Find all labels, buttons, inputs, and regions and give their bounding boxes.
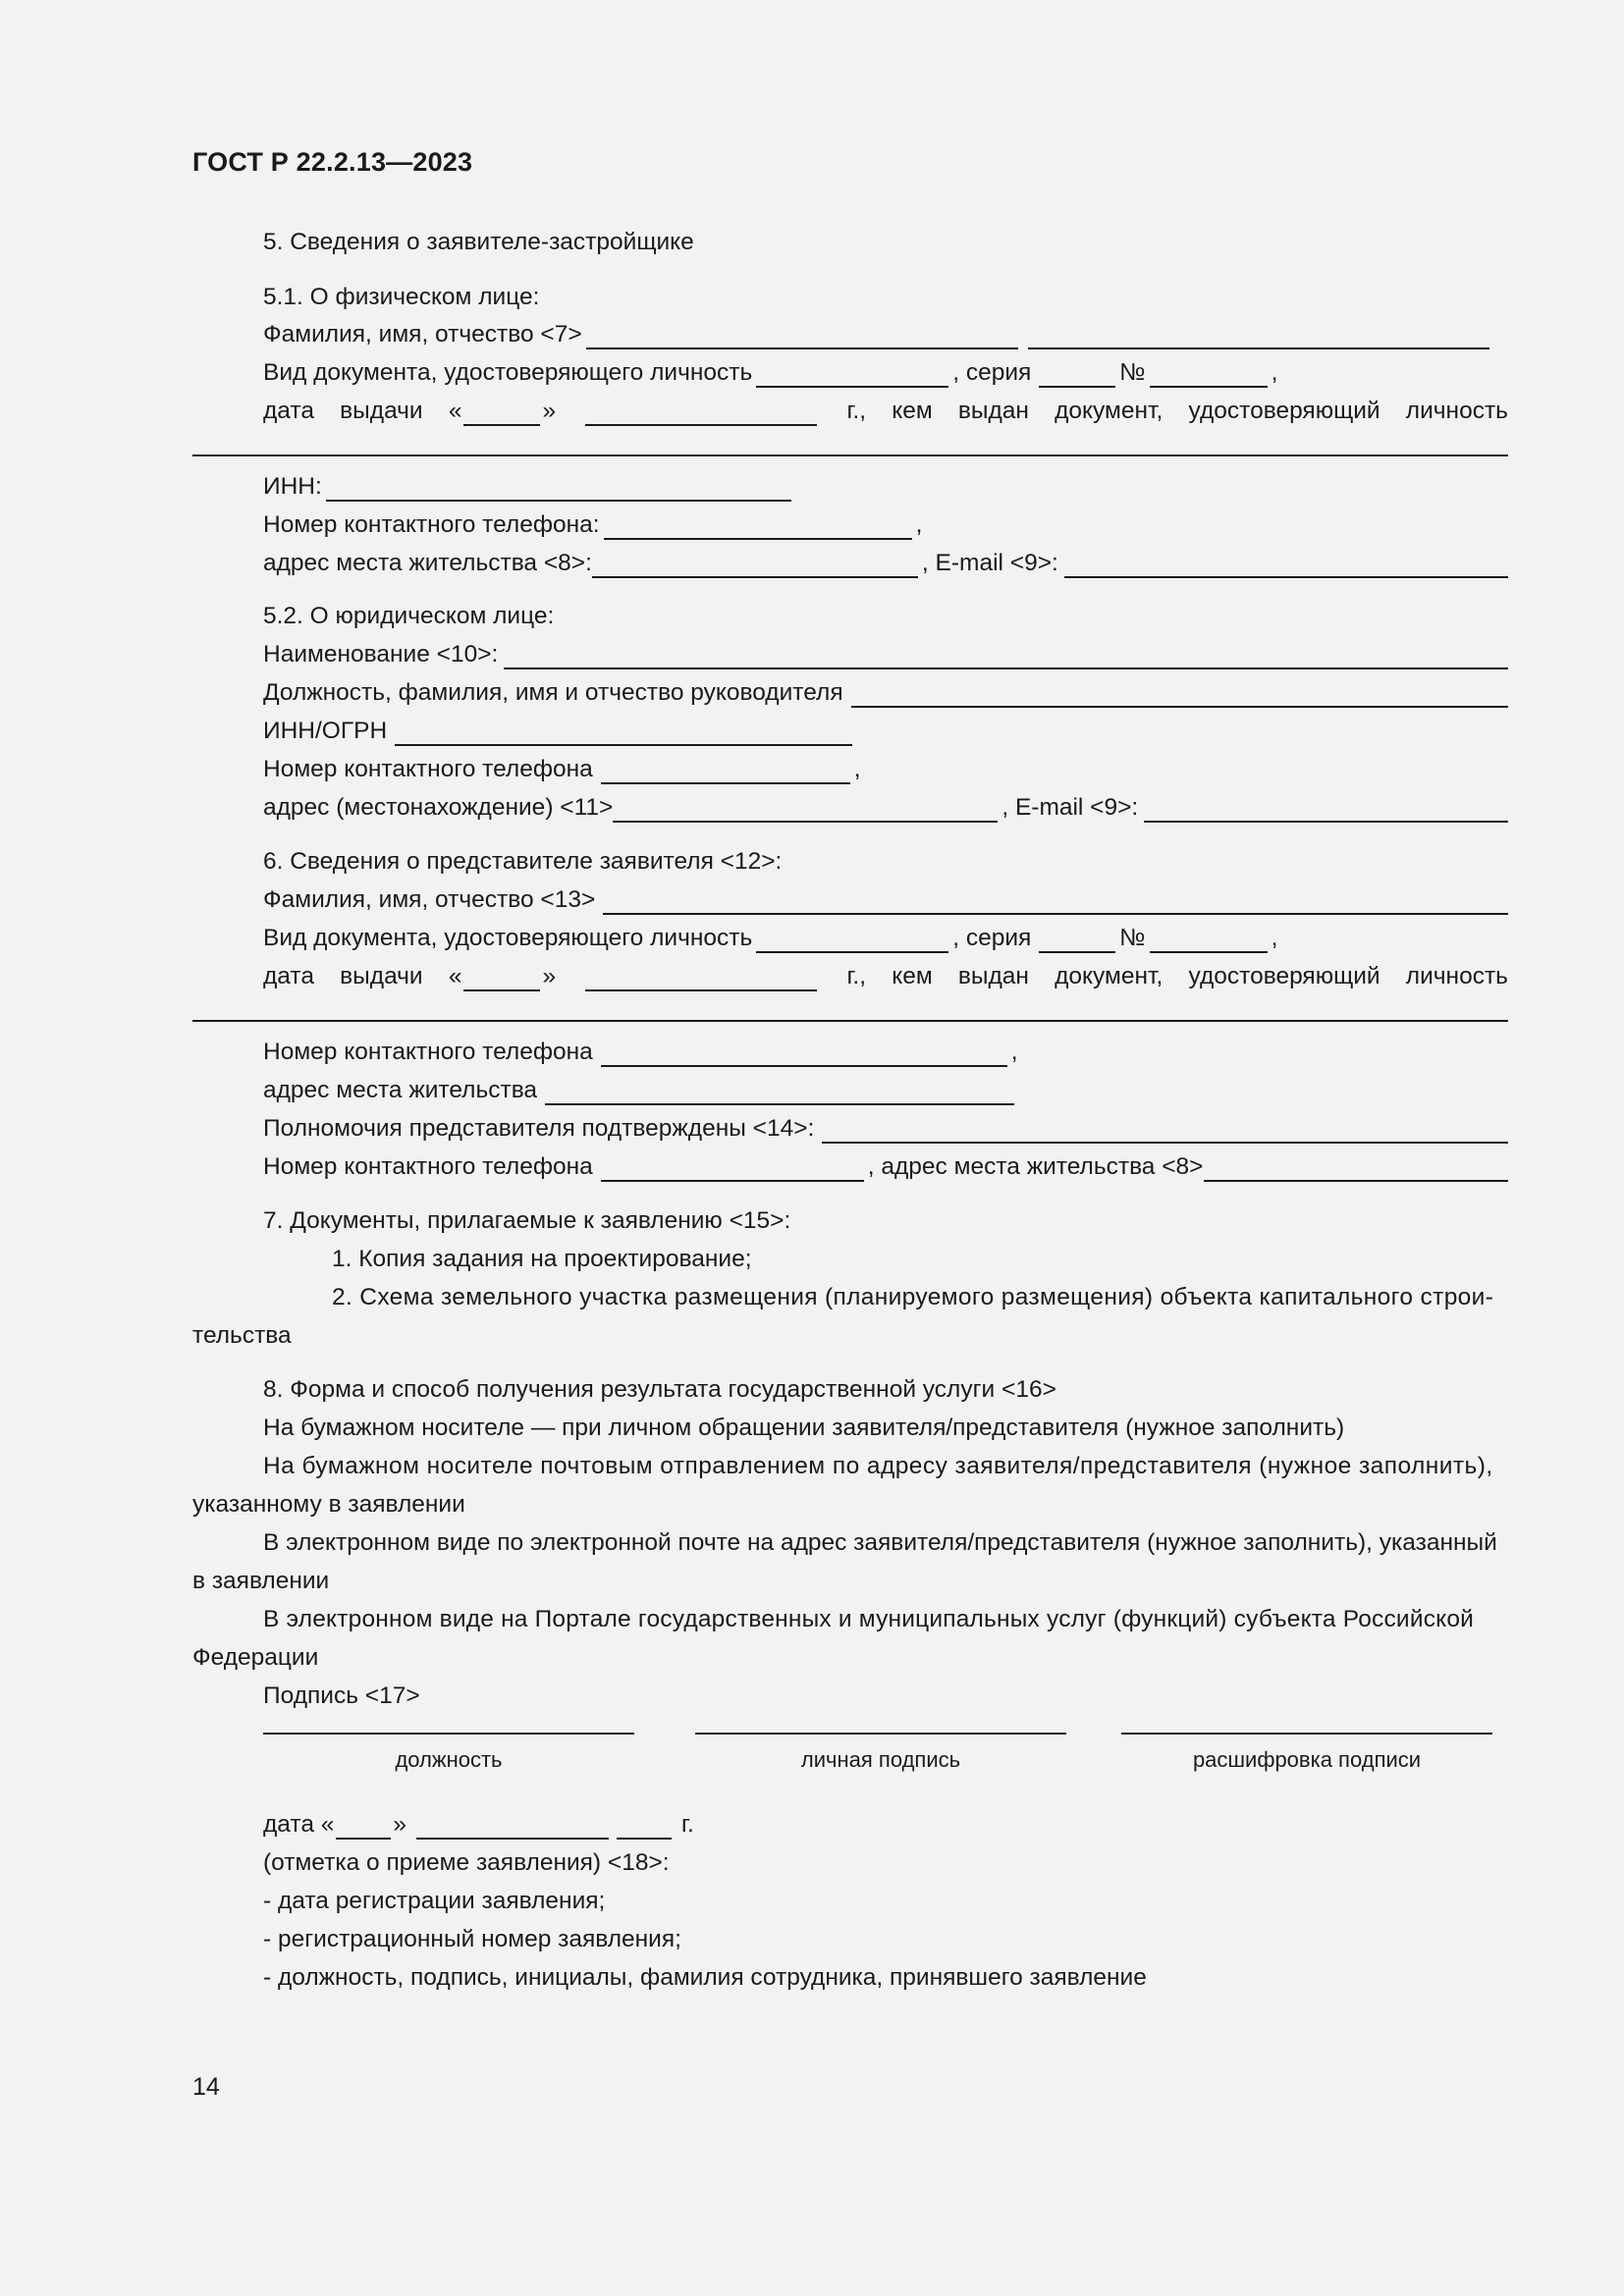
org-phone-field[interactable] bbox=[601, 757, 850, 784]
rep-series-field[interactable] bbox=[1039, 926, 1115, 953]
rep-phone-row: Номер контактного телефона , bbox=[263, 1039, 1018, 1065]
signature-sign-field[interactable] bbox=[695, 1733, 1066, 1735]
method-portal: В электронном виде на Портале государственных и муниципальных услуг (функций) субъекта Российской bbox=[263, 1606, 1475, 1632]
page-number: 14 bbox=[192, 2073, 220, 2101]
signature-label: Подпись <17> bbox=[263, 1682, 420, 1709]
inn-ogrn-row: ИНН/ОГРН bbox=[263, 711, 856, 746]
email-field[interactable] bbox=[1064, 551, 1508, 578]
rep-phone-field[interactable] bbox=[601, 1040, 1007, 1067]
attachment-item-1: 1. Копия задания на проектирование; bbox=[332, 1246, 752, 1272]
issue-day-field[interactable] bbox=[463, 399, 540, 426]
org-phone-row: Номер контактного телефона , bbox=[263, 756, 861, 782]
receipt-item-3: - должность, подпись, инициалы, фамилия сотрудника, принявшего заявление bbox=[263, 1964, 1147, 1991]
date-year-field[interactable] bbox=[617, 1812, 672, 1840]
issue-month-field[interactable] bbox=[585, 399, 817, 426]
signature-decode-field[interactable] bbox=[1121, 1733, 1492, 1735]
phone-row: Номер контактного телефона: , bbox=[263, 511, 923, 538]
caption-decode: расшифровка подписи bbox=[1192, 1747, 1422, 1772]
rep-id-document-field[interactable] bbox=[756, 926, 948, 953]
receipt-item-2: - регистрационный номер заявления; bbox=[263, 1926, 681, 1952]
rep-address-row: адрес места жительства bbox=[263, 1070, 1018, 1105]
date-row: дата « » г. bbox=[263, 1811, 694, 1838]
rep-phone2-field[interactable] bbox=[601, 1154, 864, 1182]
section-5-2-title: 5.2. О юридическом лице: bbox=[263, 603, 555, 629]
attachment-item-2: 2. Схема земельного участка размещения (планируемого размещения) объекта капитального строи- bbox=[332, 1284, 1494, 1310]
address-field[interactable] bbox=[592, 551, 918, 578]
inn-field[interactable] bbox=[326, 474, 791, 502]
method-paper-mail: На бумажном носителе почтовым отправлением по адресу заявителя/представителя (нужное заполнить), bbox=[263, 1453, 1493, 1479]
series-field[interactable] bbox=[1039, 360, 1115, 388]
id-document-row: Вид документа, удостоверяющего личность , серия № , bbox=[263, 359, 1278, 386]
method-paper-mail-cont: указанному в заявлении bbox=[192, 1491, 465, 1518]
fio-field-1[interactable] bbox=[586, 322, 1018, 349]
rep-id-document-row: Вид документа, удостоверяющего личность , серия № , bbox=[263, 925, 1278, 951]
method-email: В электронном виде по электронной почте на адрес заявителя/представителя (нужное заполнить), указанный bbox=[263, 1529, 1497, 1556]
rep-address2-field[interactable] bbox=[1204, 1154, 1509, 1182]
org-head-row: Должность, фамилия, имя и отчество руководителя bbox=[263, 672, 1508, 708]
rep-fio-field[interactable] bbox=[603, 887, 1508, 915]
date-month-field[interactable] bbox=[416, 1812, 609, 1840]
section-8-title: 8. Форма и способ получения результата государственной услуги <16> bbox=[263, 1376, 1056, 1403]
attachment-item-2-cont: тельства bbox=[192, 1322, 292, 1349]
receipt-item-1: - дата регистрации заявления; bbox=[263, 1888, 606, 1914]
receipt-mark-label: (отметка о приеме заявления) <18>: bbox=[263, 1849, 670, 1876]
method-email-cont: в заявлении bbox=[192, 1568, 330, 1594]
org-email-field[interactable] bbox=[1144, 795, 1508, 823]
date-day-field[interactable] bbox=[336, 1812, 391, 1840]
section-5-1-title: 5.1. О физическом лице: bbox=[263, 284, 540, 310]
fio-row: Фамилия, имя, отчество <7> bbox=[263, 314, 1500, 349]
caption-position: должность bbox=[395, 1747, 503, 1772]
inn-ogrn-field[interactable] bbox=[395, 719, 852, 746]
rep-issuer-field[interactable] bbox=[192, 1020, 1508, 1022]
rep-issue-date-row: дата выдачи « » г., кем выдан документ, удостоверяющий личность bbox=[263, 963, 1508, 989]
caption-sign: личная подпись bbox=[800, 1747, 961, 1772]
section-6-title: 6. Сведения о представителе заявителя <12>: bbox=[263, 848, 783, 875]
rep-address-field[interactable] bbox=[545, 1078, 1014, 1105]
rep-issue-month-field[interactable] bbox=[585, 964, 817, 991]
section-5-title: 5. Сведения о заявителе-застройщике bbox=[263, 229, 694, 255]
signature-position-field[interactable] bbox=[263, 1733, 634, 1735]
section-7-title: 7. Документы, прилагаемые к заявлению <15>: bbox=[263, 1207, 791, 1234]
rep-authority-field[interactable] bbox=[822, 1116, 1508, 1144]
address-row: адрес места жительства <8>: , E-mail <9>: bbox=[263, 543, 1508, 578]
method-paper-personal: На бумажном носителе — при личном обращении заявителя/представителя (нужное заполнить) bbox=[263, 1415, 1345, 1441]
fio-field-2[interactable] bbox=[1028, 322, 1489, 349]
rep-authority-row: Полномочия представителя подтверждены <14>: bbox=[263, 1108, 1508, 1144]
issuer-field[interactable] bbox=[192, 454, 1508, 456]
org-head-field[interactable] bbox=[851, 680, 1508, 708]
org-address-field[interactable] bbox=[613, 795, 998, 823]
rep-phone-address-row: Номер контактного телефона , адрес места жительства <8> bbox=[263, 1147, 1508, 1182]
method-portal-cont: Федерации bbox=[192, 1644, 319, 1671]
inn-row: ИНН: bbox=[263, 466, 795, 502]
org-address-row: адрес (местонахождение) <11> , E-mail <9>: bbox=[263, 787, 1508, 823]
id-document-field[interactable] bbox=[756, 360, 948, 388]
phone-field[interactable] bbox=[604, 512, 912, 540]
org-name-row: Наименование <10>: bbox=[263, 634, 1508, 669]
document-header: ГОСТ Р 22.2.13—2023 bbox=[192, 147, 473, 177]
rep-number-field[interactable] bbox=[1150, 926, 1268, 953]
rep-fio-row: Фамилия, имя, отчество <13> bbox=[263, 880, 1508, 915]
org-name-field[interactable] bbox=[504, 642, 1508, 669]
number-field[interactable] bbox=[1150, 360, 1268, 388]
rep-issue-day-field[interactable] bbox=[463, 964, 540, 991]
issue-date-row: дата выдачи « » г., кем выдан документ, удостоверяющий личность bbox=[263, 398, 1508, 424]
